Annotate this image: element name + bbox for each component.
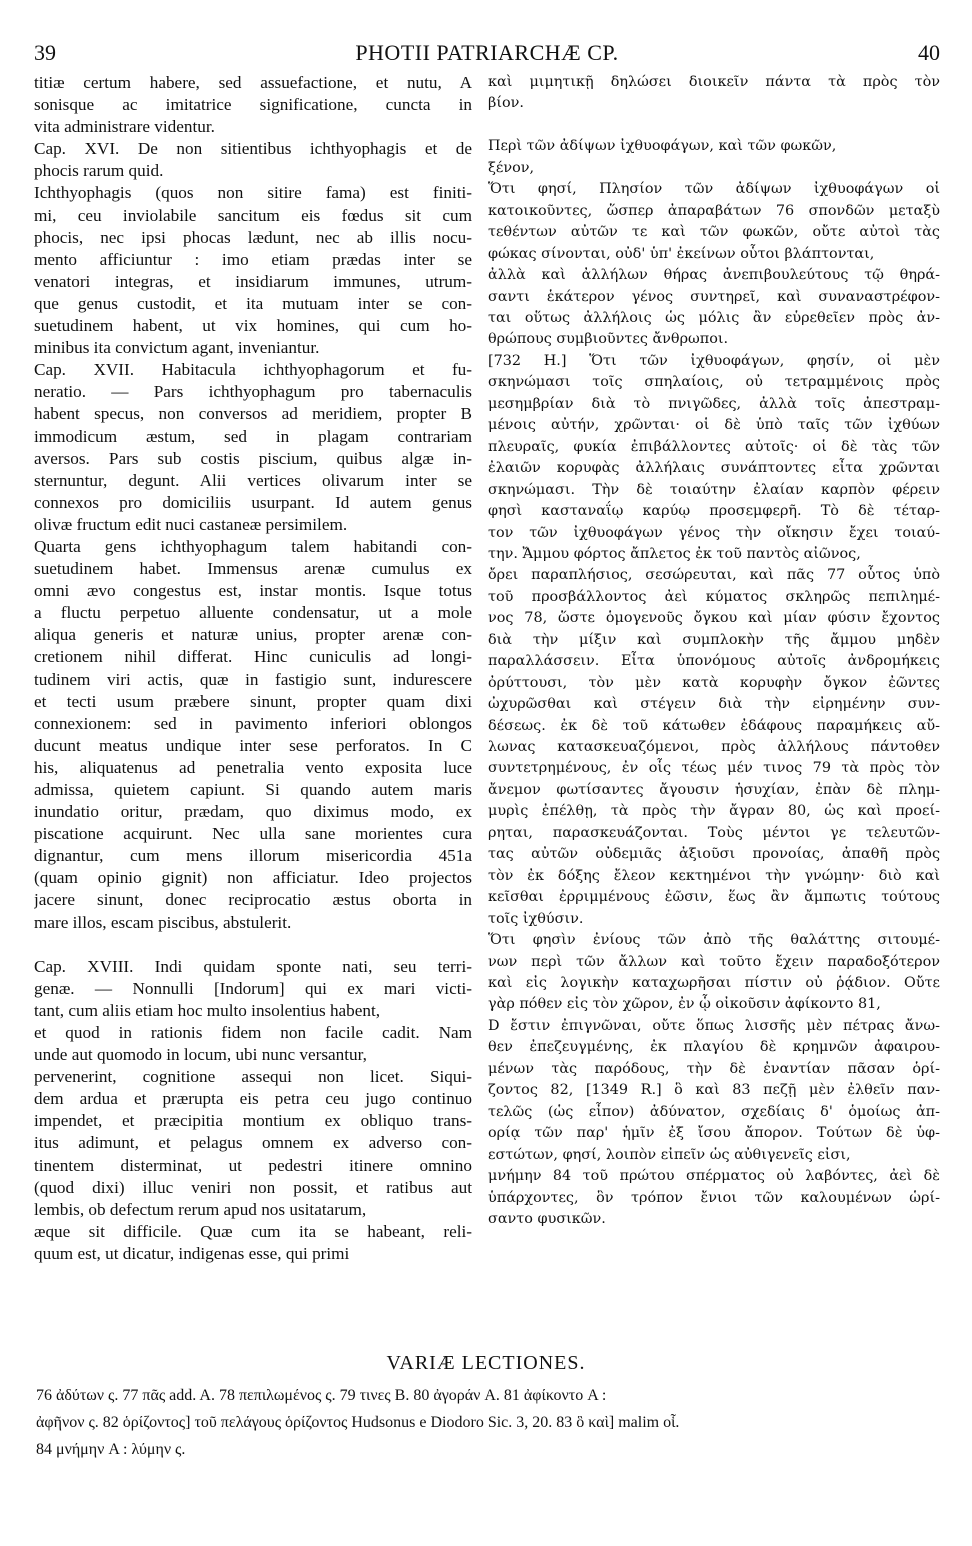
latin-line: aliqua generis et naturæ unius, propter arenæ con- xyxy=(34,625,472,645)
greek-line: μυρὶς ἐπέλθῃ, τὰ πρὸς τὴν ἄγραν 80, ὡς καὶ προεί- xyxy=(488,803,940,820)
greek-line: ται οὕτως ἀλλήλοις ὡς μόλις ἂν εὑρεθεῖεν πρὸς ἀν- xyxy=(488,309,940,326)
latin-line: piscatione acquirunt. Nec ulla sane morientes cura xyxy=(34,824,472,844)
latin-line: connexos pro domiciliis usurpant. Id autem genus xyxy=(34,492,472,512)
greek-line: τεθέντων αὐτῶν τε καὶ τῶν φωκῶν, οὔτε αὐτοὶ τὰς xyxy=(488,224,940,241)
latin-line: aversos. Pars sub costis piscium, quibus algæ in- xyxy=(34,448,472,468)
greek-line: σαντο φυσικῶν. xyxy=(488,1211,606,1227)
latin-line xyxy=(34,934,472,956)
latin-line: phocis rarum quid. xyxy=(34,161,164,181)
latin-line: (quam opinio gignit) non afficiatur. Ideo projectos xyxy=(34,868,472,888)
greek-line: μνήμην 84 τοῦ πρώτου σπέρματος οὐ λαβόντες, ἀεὶ δὲ xyxy=(488,1168,940,1185)
latin-line: Quarta gens ichthyophagum talem habitandi con- xyxy=(34,536,472,556)
latin-line: venatori integras, et insidiarum immunes, utrum- xyxy=(34,271,472,291)
greek-line: γὰρ πόθεν εἰς τὸν χῶρον, ἐν ᾧ οἰκοῦσιν ἀφίκοντο 81, xyxy=(488,996,881,1013)
latin-line: Ichthyophagis (quos non sitire fama) est finiti- xyxy=(34,183,472,203)
greek-line: σκηνώμασι τοῖς σπηλαίοις, οὐ τετραμμένοις πρὸς xyxy=(488,374,940,391)
greek-line: δέσεως. ἐκ δὲ τοῦ κάτωθεν ἐδάφους παραμήκεις αὔ- xyxy=(488,717,940,734)
latin-line: vita administrare videntur. xyxy=(34,117,215,137)
latin-line: inundatio oritur, prædam, quo diximus modo, ex xyxy=(34,802,472,822)
greek-line: τοῖς ἰχθύσιν. xyxy=(488,910,584,927)
latin-line: immodicum æstum, sed in plagam contrariam xyxy=(34,426,472,446)
latin-line: suetudinem habent, ut vix homines, qui cum ho- xyxy=(34,316,472,336)
variant-readings xyxy=(36,1382,940,1463)
greek-column xyxy=(488,72,940,1230)
variant-reading-line: 76 ἀδύτων ς. 77 πᾶς add. A. 78 πεπιλωμένος ς. 79 τινες B. 80 ἀγοράν A. 81 ἀφίκοντο A : xyxy=(36,1387,607,1404)
latin-line: ducunt meatus undique inter sese perforatos. In C xyxy=(34,735,472,755)
greek-line: θεν ἐπεζευγμένης, ἐκ πλαγίου δὲ κρημνῶν ἀφαιρου- xyxy=(488,1039,940,1056)
latin-line: titiæ certum habere, sed assuefactione, et nutu, A xyxy=(34,73,472,92)
greek-line: πλευραῖς, φυκία ἐπιβάλλοντες αὐτοῖς· οἱ δὲ τὰς τῶν xyxy=(488,438,940,455)
greek-line: φώκας σίνονται, οὐδ' ὑπ' ἐκείνων οὗτοι βλάπτονται, xyxy=(488,245,875,262)
page-number-right: 40 xyxy=(918,40,940,65)
greek-line: ορίᾳ τῶν παρ' ἡμῖν ἐξ ἴσου ἄπορον. Τούτων δὲ ὑφ- xyxy=(488,1125,940,1142)
latin-line: cretionem nihil differat. Hinc cuniculis ad longi- xyxy=(34,647,472,667)
latin-line: habent specus, non conversos ad meridiem, propter B xyxy=(34,404,472,424)
greek-line: μεσημβρίαν διὰ τὸ πνιγῶδες, ἀλλὰ τοῖς ἀπεστραμ- xyxy=(488,395,940,412)
greek-line: ὑπάρχοντες, ὃν τρόπον ἔνιοι τῶν καλουμένων ὡρί- xyxy=(488,1189,940,1206)
latin-line: sternuntur, degunt. Alii vertices olivarum inter se xyxy=(34,470,472,490)
latin-line: his, aliquatenus ad penetralia vento exposita luce xyxy=(34,757,472,777)
latin-line: omni ævo congestus est, instar montis. Isque totus xyxy=(34,581,472,601)
greek-line: την. Ἄμμου φόρτος ἄπλετος ἐκ τοῦ παντὸς αἰῶνος, xyxy=(488,545,861,562)
latin-line: connexionem: sed in pavimento inferiori oblongos xyxy=(34,713,472,733)
latin-line: mare illos, escam piscibus, abstulerit. xyxy=(34,912,292,932)
greek-line: ὄρει παραπλήσιος, σεσώρευται, καὶ πᾶς 77 οὗτος ὑπὸ xyxy=(488,567,940,584)
latin-line: Cap. XVI. De non sitientibus ichthyophagis et de xyxy=(34,139,472,159)
latin-line: impendet, et præcipitia montium ex obliquo trans- xyxy=(34,1111,472,1131)
latin-line: admissa, quietem capiunt. Si quando autem maris xyxy=(34,780,472,799)
latin-line: pervenerint, cognitione assequi non licet. Siqui- xyxy=(34,1067,472,1087)
latin-line: Cap. XVII. Habitacula ichthyophagorum et fu- xyxy=(34,360,472,380)
running-title: PHOTII PATRIARCHÆ CP. xyxy=(355,40,619,65)
greek-line: ἀλλὰ καὶ ἀλλήλων θήρας ἀνεπιβουλεύτους τῷ θηρά- xyxy=(488,267,940,284)
greek-line: καὶ μιμητικῇ δηλώσει διοικεῖν πάντα τὰ πρὸς τὸν xyxy=(488,74,940,90)
latin-line: sonisque ac imitatrice significatione, cuncta in xyxy=(34,95,472,115)
greek-line: διὰ τὴν μίξιν καὶ συμπλοκὴν τῆς ἄμμου μηδὲν xyxy=(488,631,940,648)
latin-line: et quod in rationis fidem non facile cadit. Nam xyxy=(34,1022,472,1042)
greek-line: ἄνεμον φωτίσαντες ἄγουσιν ἡσυχίαν, ἐπὰν δὲ πλημ- xyxy=(488,781,940,798)
greek-line: Ὅτι φησὶν ἐνίους τῶν ἀπὸ τῆς θαλάττης σιτουμέ- xyxy=(488,932,940,949)
greek-line: φησὶ κασταναΐῳ καρύῳ προσεμφερῆ. Τὸ δὲ τέταρ- xyxy=(488,503,940,520)
greek-line: τὸν ἐκ δόξης ἔλεον κεκτημένοι τὴν γνώμην· διὸ καὶ xyxy=(488,867,940,884)
greek-line: [732 H.] Ὅτι τῶν ἰχθυοφάγων, φησίν, οἱ μὲν xyxy=(488,352,940,369)
greek-line: κεῖσθαι ἐρριμμένους ἐῶσιν, ἕως ἂν ἄμπωτις τούτους xyxy=(488,889,940,906)
greek-line: ἐλαιῶν κορυφὰς ἀλλήλαις συνάπτοντες εἶτα χρῶνται xyxy=(488,460,940,477)
greek-line: θρώπους συμβιοῦντες ἄνθρωποι. xyxy=(488,331,729,348)
latin-line: unde aut quomodo in locum, ubi nunc versantur, xyxy=(34,1045,367,1065)
latin-line: æque sit difficile. Quæ cum ita se habeant, reli- xyxy=(34,1221,472,1241)
greek-line: ὀρύττουσι, τὸν μὲν κατὰ κορυφὴν ὄγκον ἐῶντες xyxy=(488,674,940,691)
greek-line: τοῦ προσβάλλοντος ἀεὶ κύματος σκληρῶς πεπιλημέ- xyxy=(488,588,940,605)
greek-line: τελῶς (ὡς εἶπον) ἀδύνατον, σχεδίαις δ' ὁμοίως ἀπ- xyxy=(488,1103,940,1120)
latin-line: quum est, ut dicatur, indigenas esse, qui primi xyxy=(34,1243,350,1263)
page-number-left: 39 xyxy=(34,40,56,65)
greek-line: τον τῶν ἰχθυοφάγων γένος τὴν οἴκησιν ἔχει τοιαύ- xyxy=(488,524,940,541)
greek-line: συντετρημένους, ἐν οἷς τέως μέν τινος 79 τὰ πρὸς τὸν xyxy=(488,760,940,777)
latin-line: phocis, nec ipsi phocas lædunt, nec ab illis nocu- xyxy=(34,227,472,247)
greek-line: τας αὐτῶν οὐδεμιᾶς ἀξιοῦσι προνοίας, ἀπαθῆ πρὸς xyxy=(488,846,940,863)
latin-line: minibus ita convictum agant, inveniantur. xyxy=(34,338,320,358)
greek-line: ρηται, παρασκευάζονται. Τοὺς μέντοι γε τελευτῶν- xyxy=(488,824,940,841)
greek-line: ξένον, xyxy=(488,159,535,176)
latin-line: jacere sinunt, donec reciprocatio æstus oborta in xyxy=(34,890,472,910)
greek-line: νος 78, ὥστε ὁμογενοῦς ὄγκου καὶ μίαν φύσιν ἔχοντος xyxy=(488,610,940,627)
latin-line: et tecti usum præbere sinunt, propter quam dixi xyxy=(34,691,472,711)
latin-line: a fluctu perpetuo alluente condensatur, ut a mole xyxy=(34,603,472,623)
latin-line: genæ. — Nonnulli [Indorum] qui ex mari victi- xyxy=(34,978,472,998)
latin-column xyxy=(34,72,472,1265)
greek-line: ζοντος 82, [1349 R.] ὃ καὶ 83 πεζῇ μὲν ἐλθεῖν παν- xyxy=(488,1082,940,1099)
latin-line: neratio. — Pars ichthyophagum pro tabernaculis xyxy=(34,382,472,402)
latin-line: Cap. XVIII. Indi quidam sponte nati, seu terri- xyxy=(34,956,472,976)
greek-line xyxy=(488,115,940,136)
greek-line: βίον. xyxy=(488,95,524,112)
greek-line: μένων τὰς παρόδους, τὴν δὲ ἐναντίαν πᾶσαν ὁρί- xyxy=(488,1060,940,1077)
running-header xyxy=(34,36,940,70)
latin-line: lembis, ob defectum rerum apud nos usitatarum, xyxy=(34,1199,367,1219)
greek-line: μένοις αὐτήν, χρῶνται· οἱ δὲ ὑπὸ ταῖς τῶν ἰχθύων xyxy=(488,417,940,434)
latin-line: olivæ fructum edit nuci castaneæ persimilem. xyxy=(34,514,348,534)
greek-line: λωνας κατασκευαζόμενοι, πρὸς ἀλλήλους πάντοθεν xyxy=(488,739,940,756)
greek-line: Περὶ τῶν ἀδίψων ἰχθυοφάγων, καὶ τῶν φωκῶν, xyxy=(488,138,837,155)
latin-line: itus adimunt, et pelagus omnem ex adverso con- xyxy=(34,1133,472,1153)
latin-line: que genus custodit, et ita mutuam inter se con- xyxy=(34,293,472,313)
greek-line: σαντι ἑκάτερον γένος συντηρεῖ, καὶ συναναστρέφον- xyxy=(488,288,940,305)
latin-line: tudinem viri actis, quæ in fastigio sunt, indurescere xyxy=(34,669,472,689)
greek-line: D ἔστιν ἐπιγνῶναι, οὔτε ὅπως λισσῆς μὲν πέτρας ἄνω- xyxy=(488,1017,940,1034)
latin-line: mento afficiuntur : imo etiam prædas inter se xyxy=(34,249,472,269)
latin-line: (quod dixi) illuc veniri non possit, et ratibus aut xyxy=(34,1177,472,1197)
variant-reading-line: ἀφῆνον ς. 82 ὁρίζοντος] τοῦ πελάγους ὁρίζοντος Hudsonus e Diodoro Sic. 3, 20. 83 ὃ καὶ] malim οἷ. xyxy=(36,1414,680,1431)
latin-line: dem ardua et prærupta eis petra ceu jugo continuo xyxy=(34,1089,472,1109)
variant-reading-line: 84 μνήμην A : λύμην ς. xyxy=(36,1441,186,1458)
greek-line: κατοικοῦντες, ὥσπερ ἀπαραβάτων 76 σπονδῶν μεταξὺ xyxy=(488,202,940,219)
greek-line: εστώτων, φησί, λοιπὸν εἰπεῖν ὡς αὐθιγενεῖς εἰσι, xyxy=(488,1146,851,1163)
variae-lectiones-heading: VARIÆ LECTIONES. xyxy=(386,1352,586,1374)
greek-line: ὠχυρῶσθαι καὶ στέγειν διὰ τὴν εἰρημένην συν- xyxy=(488,696,940,713)
latin-line: tinentem disterminat, ut pedestri itinere omnino xyxy=(34,1155,472,1175)
latin-line: mi, ceu inviolabile sancitum eis fœdus sit cum xyxy=(34,205,472,225)
greek-line: σκηνώμασι. Τὴν δὲ τοιαύτην ἐλαίαν καρπὸν φέρειν xyxy=(488,481,940,498)
latin-line: tant, cum aliis etiam hoc multo insolentius habent, xyxy=(34,1000,381,1020)
greek-line: καὶ εἰς λογικὴν καταχωρῆσαι πίστιν οὐ ῥᾴδιον. Οὔτε xyxy=(488,975,940,992)
greek-line: παραλλάσσειν. Εἶτα ὑπονόμους αὐτοῖς ἀνδρομήκεις xyxy=(488,653,940,670)
latin-line: dignantur, cum mens illorum misericordia 451a xyxy=(34,846,472,866)
latin-line: suetudinem habet. Immensus arenæ cumulus ex xyxy=(34,559,472,579)
greek-line: Ὅτι φησί, Πλησίον τῶν ἀδίψων ἰχθυοφάγων οἱ xyxy=(488,181,940,198)
greek-line: νων περὶ τῶν ἄλλων καὶ τοῦτο ἔχειν παραδοξότερον xyxy=(488,953,940,970)
